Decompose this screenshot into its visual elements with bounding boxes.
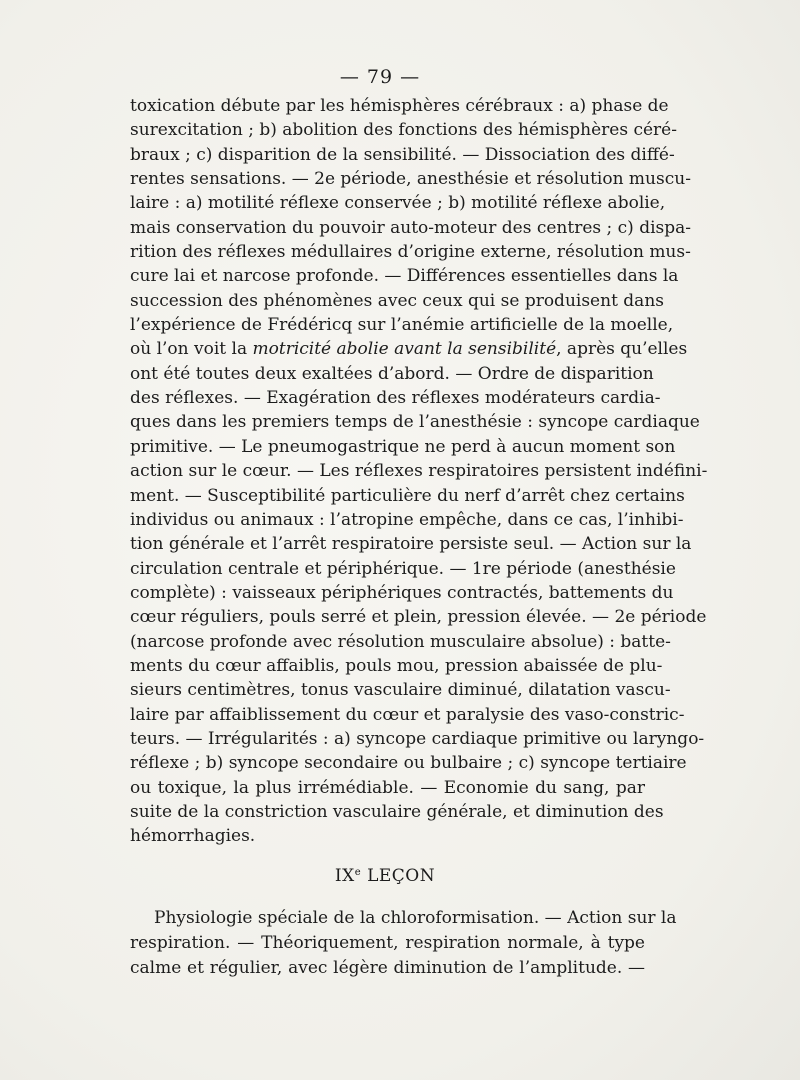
text-line: succession des phénomènes avec ceux qui se produisent dans xyxy=(130,290,664,311)
text-line: surexcitation ; b) abolition des fonctions des hémisphères céré- xyxy=(130,120,677,141)
section-heading xyxy=(0,866,770,886)
text-line: ments du cœur affaiblis, pouls mou, pression abaissée de plu- xyxy=(130,655,663,676)
text-line: cure lai et narcose profonde. — Différences essentielles dans la xyxy=(130,266,679,287)
text-line: des réflexes. — Exagération des réflexes modérateurs cardia- xyxy=(130,388,661,409)
heading-superscript: e xyxy=(354,867,362,878)
text-line: suite de la constriction vasculaire générale, et diminution des xyxy=(130,801,664,822)
text-line: Physiologie spéciale de la chloroformisation. — Action sur la xyxy=(154,908,677,928)
summary-paragraph xyxy=(130,94,708,849)
text-line: laire : a) motilité réflexe conservée ; b) motilité réflexe abolie, xyxy=(130,193,666,214)
lesson-paragraph xyxy=(130,906,677,981)
text-line: (narcose profonde avec résolution musculaire absolue) : batte- xyxy=(130,631,671,652)
text-line: rition des réflexes médullaires d’origine externe, résolution mus- xyxy=(130,242,691,263)
text-line-with-italic: où l’on voit la motricité abolie avant la sensibilité, après qu’elles xyxy=(130,339,688,360)
text-line: individus ou animaux : l’atropine empêche, dans ce cas, l’inhibi- xyxy=(130,509,684,530)
text-line: cœur réguliers, pouls serré et plein, pression élevée. — 2e période xyxy=(130,607,707,628)
text-line: braux ; c) disparition de la sensibilité. — Dissociation des diffé- xyxy=(130,144,675,165)
text-line: mais conservation du pouvoir auto-moteur des centres ; c) dispa- xyxy=(130,217,691,238)
text-line: laire par affaiblissement du cœur et paralysie des vaso-constric- xyxy=(130,704,685,725)
text-line: ont été toutes deux exaltées d’abord. — Ordre de disparition xyxy=(130,363,654,384)
text-line: action sur le cœur. — Les réflexes respiratoires persistent indéfini- xyxy=(130,461,708,482)
text-line: hémorrhagies. xyxy=(130,826,256,847)
text-line: circulation centrale et périphérique. — 1re période (anesthésie xyxy=(130,558,676,579)
text-line: ques dans les premiers temps de l’anesthésie : syncope cardiaque xyxy=(130,412,700,433)
text-line: l’expérience de Frédéricq sur l’anémie artificielle de la moelle, xyxy=(130,315,674,336)
italic-phrase: motricité abolie avant la sensibilité xyxy=(252,339,557,360)
text-line: primitive. — Le pneumogastrique ne perd à aucun moment son xyxy=(130,436,676,457)
text-line: complète) : vaisseaux périphériques contractés, battements du xyxy=(130,582,674,603)
text-line: réflexe ; b) syncope secondaire ou bulbaire ; c) syncope tertiaire xyxy=(130,753,687,774)
text-line: ou toxique, la plus irrémédiable. — Economie du sang, par xyxy=(130,777,645,798)
text-line: teurs. — Irrégularités : a) syncope cardiaque primitive ou laryngo- xyxy=(130,728,705,749)
text-line: toxication débute par les hémisphères cérébraux : a) phase de xyxy=(130,96,669,116)
text-line: rentes sensations. — 2e période, anesthésie et résolution muscu- xyxy=(130,169,691,190)
text-line: sieurs centimètres, tonus vasculaire diminué, dilatation vascu- xyxy=(130,680,671,701)
heading-word: LEÇON xyxy=(367,866,436,886)
text-line: ment. — Susceptibilité particulière du nerf d’arrêt chez certains xyxy=(130,485,685,506)
heading-numeral: IX xyxy=(334,866,355,886)
text-line: respiration. — Théoriquement, respiration normale, à type xyxy=(130,933,645,953)
page-number: — 79 — xyxy=(339,66,421,88)
text-line: calme et régulier, avec légère diminution de l’amplitude. — xyxy=(130,958,645,978)
text-line: tion générale et l’arrêt respiratoire persiste seul. — Action sur la xyxy=(130,534,692,555)
